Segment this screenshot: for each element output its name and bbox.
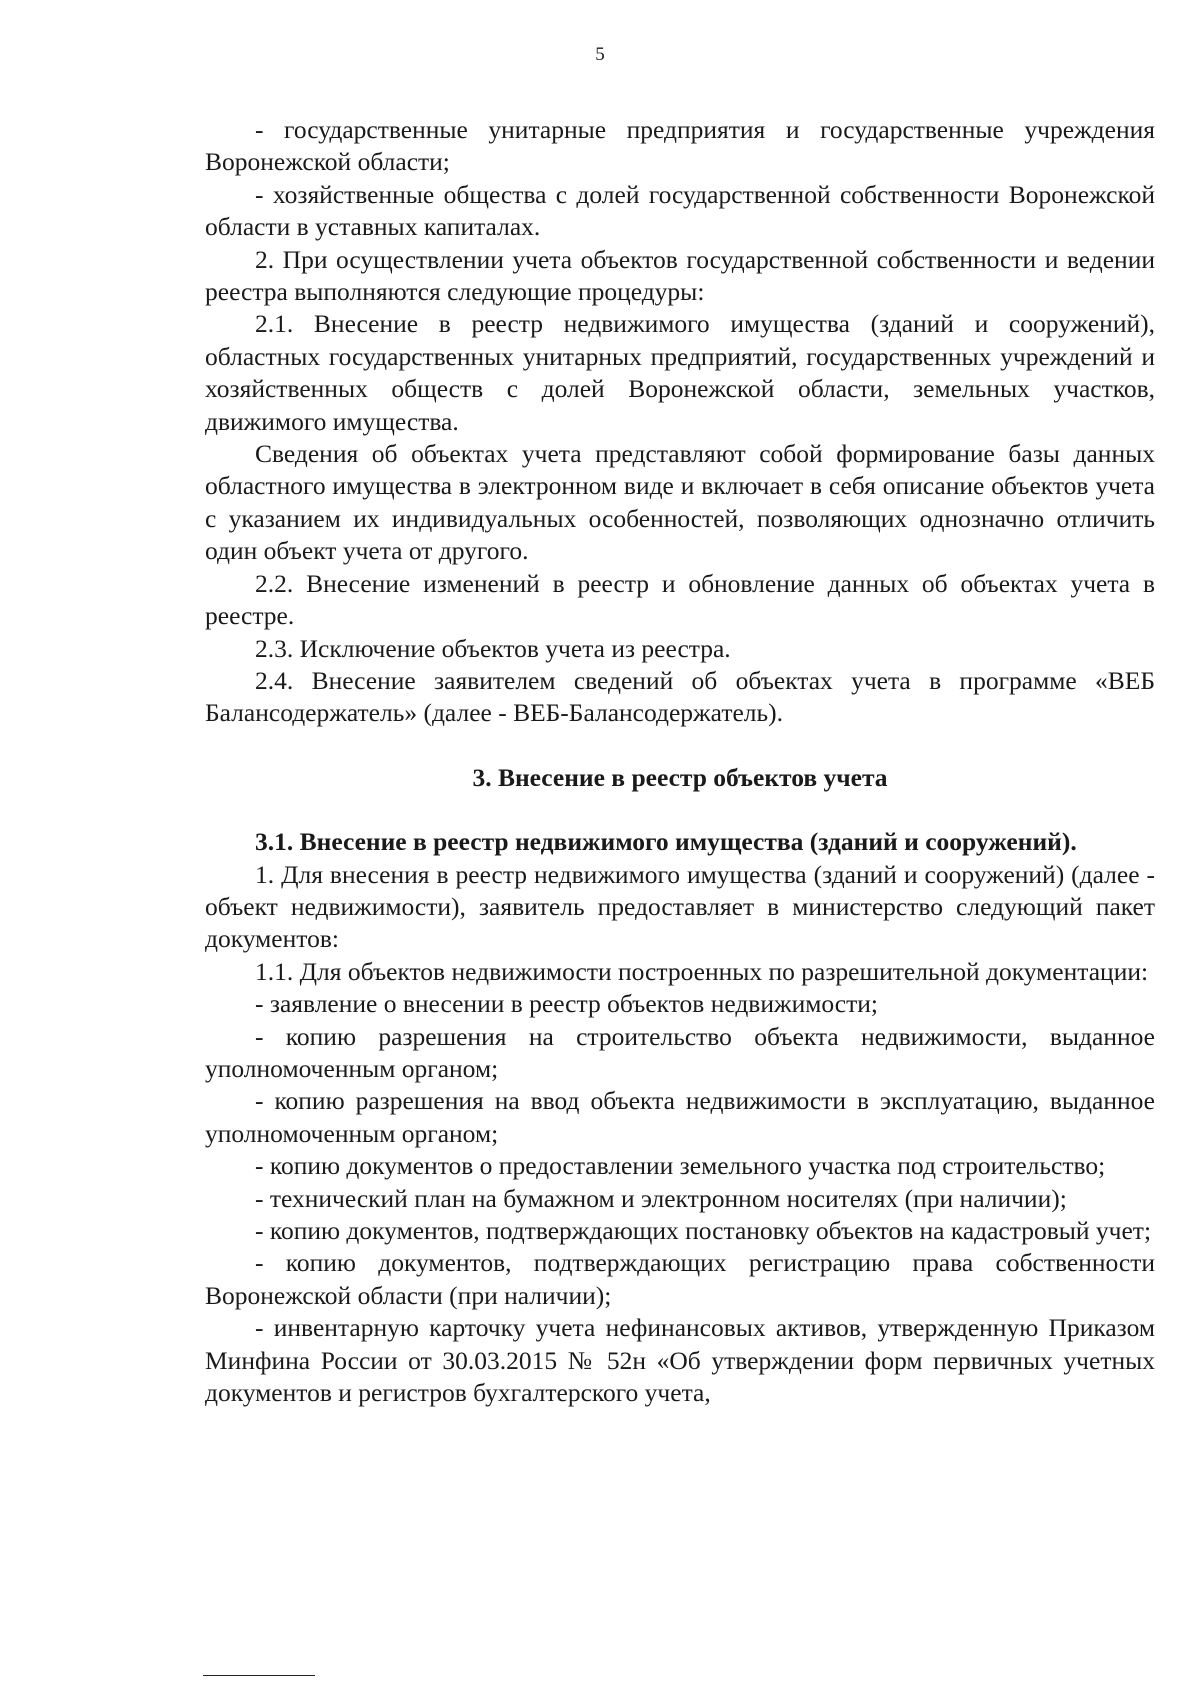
paragraph: - государственные унитарные предприятия и государственные учреждения Воронежской области; [205,115,1155,177]
page-number: 5 [595,44,605,65]
paragraph: 1.1. Для объектов недвижимости построенных по разрешительной документации: [255,956,1149,986]
paragraph: - копию разрешения на ввод объекта недвижимости в эксплуатацию, выданное уполномоченным органом; [205,1086,1155,1148]
paragraph: - копию разрешения на строительство объекта недвижимости, выданное уполномоченным органом; [205,1021,1155,1083]
paragraph: - копию документов о предоставлении земельного участка под строительство; [255,1151,1106,1181]
paragraph: - инвентарную карточку учета нефинансовых активов, утвержденную Приказом Минфина России от 30.03.2015 № 52н «Об утверждении форм первичных учетных документов и регистров бухгалтерского учета, [205,1313,1155,1408]
paragraph: 2.4. Внесение заявителем сведений об объектах учета в программе «ВЕБ Балансодержатель» (далее - ВЕБ-Балансодержатель). [205,665,1155,728]
footnote-separator [203,1675,315,1676]
paragraph: 2.3. Исключение объектов учета из реестра. [255,633,731,663]
section-heading: 3. Внесение в реестр объектов учета [472,762,888,792]
subsection-heading: 3.1. Внесение в реестр недвижимого имущества (зданий и сооружений). [255,827,1077,857]
paragraph: 1. Для внесения в реестр недвижимого имущества (зданий и сооружений) (далее - объект недвижимости), заявитель предоставляет в министерство следующий пакет документов: [205,859,1155,954]
paragraph: - технический план на бумажном и электронном носителях (при наличии); [255,1183,1067,1213]
paragraph: - копию документов, подтверждающих постановку объектов на кадастровый учет; [255,1216,1152,1245]
paragraph: - хозяйственные общества с долей государственной собственности Воронежской области в уставных капиталах. [205,179,1155,242]
paragraph: - заявление о внесении в реестр объектов недвижимости; [255,989,878,1019]
document-body [205,114,1155,1409]
paragraph: 2.2. Внесение изменений в реестр и обновление данных об объектах учета в реестре. [205,568,1155,631]
paragraph: 2.1. Внесение в реестр недвижимого имущества (зданий и сооружений), областных государственных унитарных предприятий, государственных учреждений и хозяйственных обществ с долей Воронежской области, земельных участков, движимого имущества. [205,309,1155,436]
paragraph: 2. При осуществлении учета объектов государственной собственности и ведении реестра выполняются следующие процедуры: [205,244,1155,307]
paragraph: Сведения об объектах учета представляют собой формирование базы данных областного имущества в электронном виде и включает в себя описание объектов учета с указанием их индивидуальных особенностей, позволяющих однозначно отличить один объект учета от другого. [205,439,1155,566]
paragraph: - копию документов, подтверждающих регистрацию права собственности Воронежской области (при наличии); [205,1248,1155,1310]
